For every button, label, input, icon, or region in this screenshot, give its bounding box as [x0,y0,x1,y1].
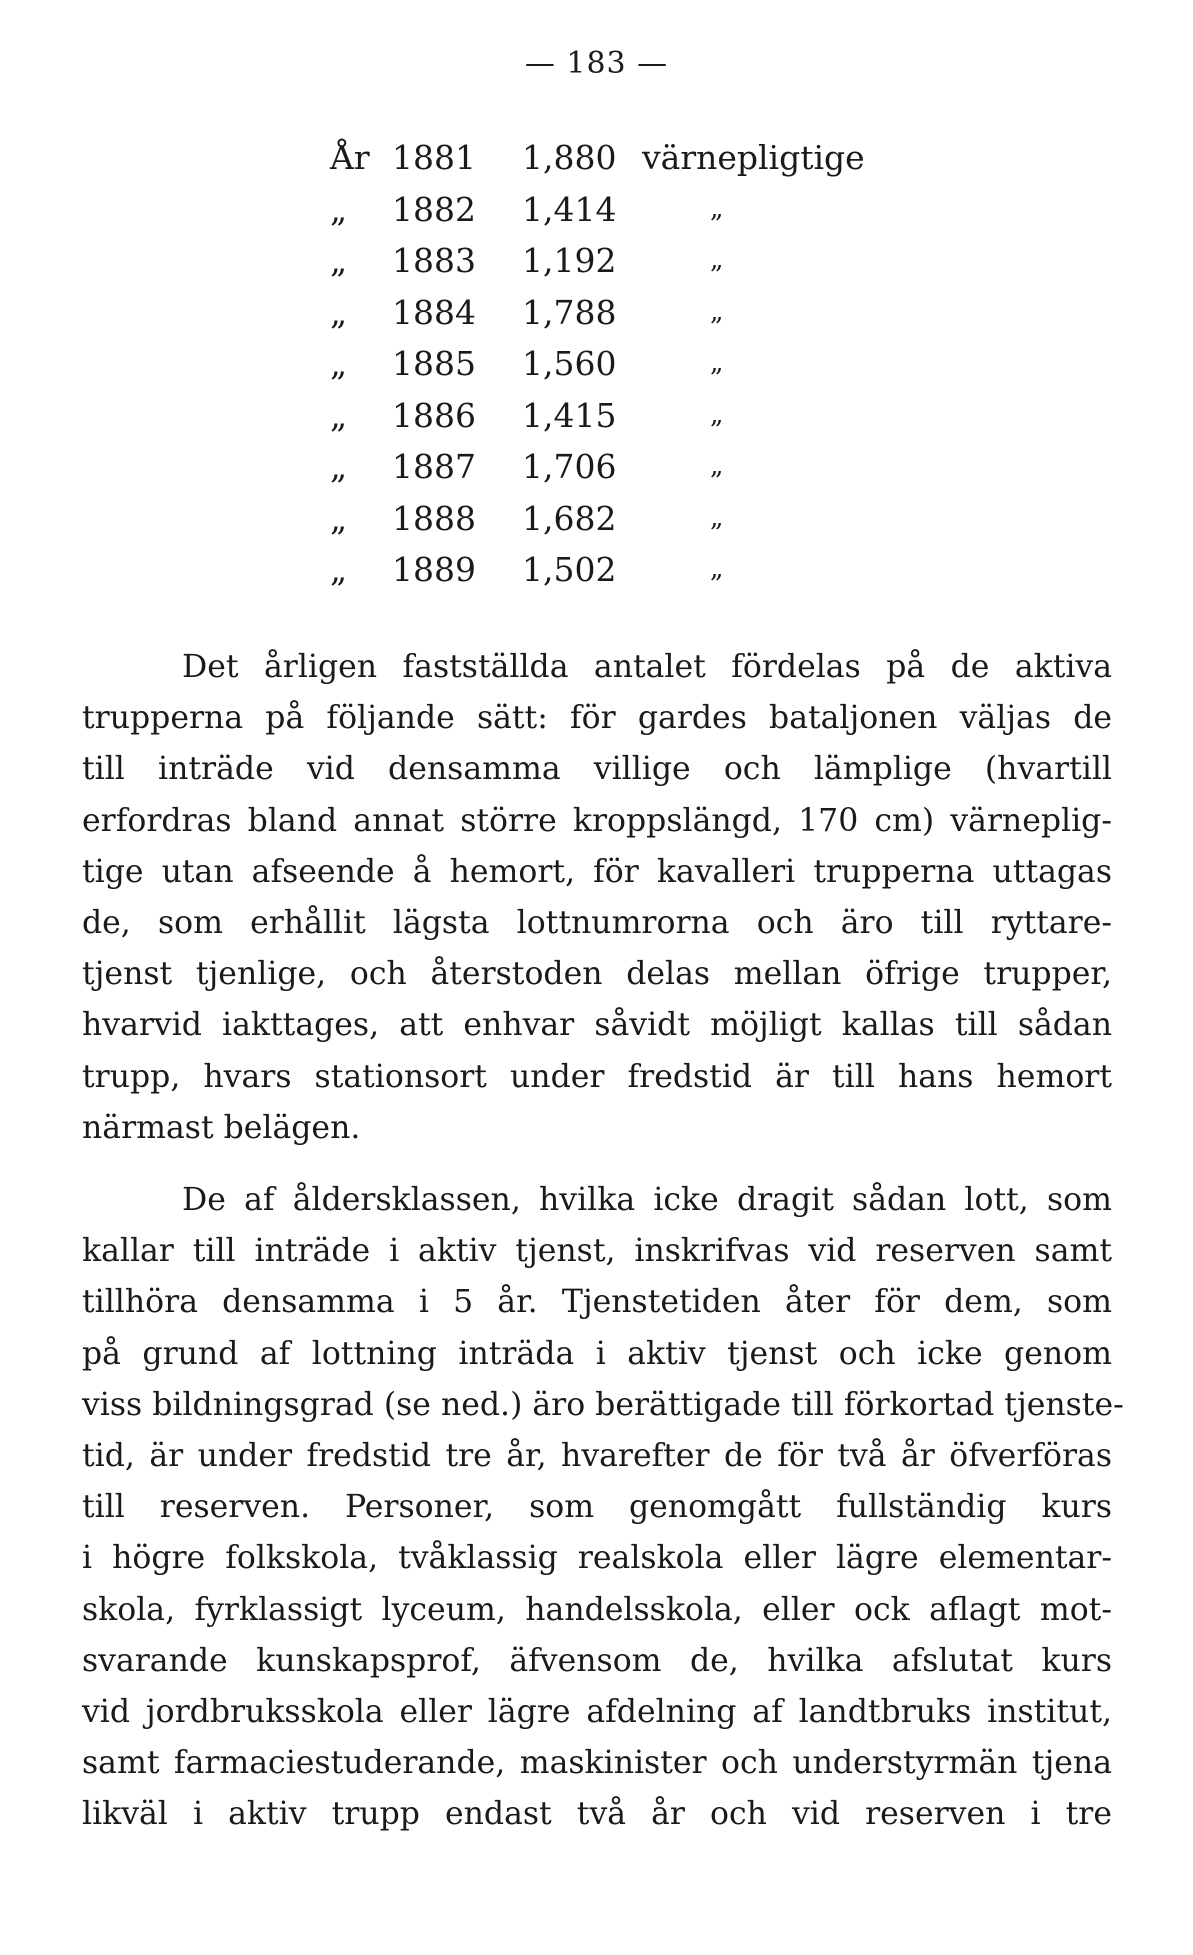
table-row [330,441,890,493]
row-year: 1884 [392,292,476,332]
text-line: till reserven. Personer, som genomgått fullständig kurs [82,1489,1112,1526]
row-prefix: „ [330,395,348,435]
row-prefix: „ [330,344,348,383]
table-row [330,132,890,184]
row-count: 1,192 [522,241,617,280]
text-line: samt farmaciestuderande, maskinister och understyrmän tjena [82,1745,1112,1782]
text-line: hvarvid iakttages, att enhvar såvidt möjligt kallas till sådan [82,1007,1112,1044]
paragraph-allocation [82,642,1112,1154]
page-number: — 183 — [524,46,669,81]
row-ditto-mark: „ [710,193,724,224]
row-ditto-mark: „ [710,399,724,430]
row-count: 1,788 [522,292,617,332]
text-line: skola, fyrklassigt lyceum, handelsskola, eller ock aflagt mot- [82,1591,1112,1628]
row-ditto-mark: „ [710,348,724,378]
table-row [330,184,890,236]
text-line: Det årligen fastställda antalet fördelas på de aktiva [182,649,1112,685]
row-prefix: År [330,138,370,177]
row-count: 1,415 [522,395,617,435]
text-line: trupp, hvars stationsort under fredstid är till hans hemort [82,1058,1112,1095]
row-ditto-mark: „ [710,245,724,275]
row-prefix: „ [330,498,348,538]
row-year: 1889 [392,550,476,589]
row-year: 1886 [392,395,476,435]
table-row [330,287,890,339]
text-line: kallar till inträde i aktiv tjenst, inskrifvas vid reserven samt [82,1233,1112,1270]
text-line: erfordras bland annat större kroppslängd, 170 cm) värneplig- [82,802,1112,839]
row-year: 1888 [392,498,476,538]
row-prefix: „ [330,189,348,229]
row-prefix: „ [330,241,348,280]
row-count: 1,560 [522,344,617,383]
table-row [330,235,890,287]
text-line: trupperna på följande sätt: för gardes bataljonen väljas de [82,700,1112,737]
row-unit: värnepligtige [642,138,865,177]
row-count: 1,414 [522,189,617,229]
text-line: de, som erhållit lägsta lottnumrorna och äro till ryttare- [82,905,1112,942]
row-ditto-mark: „ [710,554,724,584]
table-row [330,390,890,442]
row-ditto-mark: „ [710,296,724,327]
text-line: tid, är under fredstid tre år, hvarefter de för två år öfverföras [82,1438,1112,1475]
text-line: tillhöra densamma i 5 år. Tjenstetiden åter för dem, som [82,1284,1112,1321]
row-ditto-mark: „ [710,451,724,481]
table-row [330,544,890,596]
row-prefix: „ [330,550,348,589]
text-line: till inträde vid densamma villige och lämplige (hvartill [82,751,1112,788]
text-line: i högre folkskola, tvåklassig realskola eller lägre elementar- [82,1540,1112,1577]
row-count: 1,706 [522,447,617,486]
text-line: på grund af lottning inträda i aktiv tjenst och icke genom [82,1335,1112,1372]
text-line: likväl i aktiv trupp endast två år och vid reserven i tre [82,1796,1112,1833]
row-prefix: „ [330,447,348,486]
conscripts-table [330,132,890,596]
row-count: 1,502 [522,550,617,589]
text-line: tjenst tjenlige, och återstoden delas mellan öfrige trupper, [82,956,1112,993]
table-row [330,493,890,545]
text-line: tige utan afseende å hemort, för kavalleri trupperna uttagas [82,853,1112,890]
row-year: 1882 [392,189,476,229]
row-ditto-mark: „ [710,502,724,533]
text-line: svarande kunskapsprof, äfvensom de, hvilka afslutat kurs [82,1642,1112,1679]
row-year: 1881 [392,138,476,177]
row-year: 1887 [392,447,476,486]
row-year: 1883 [392,241,476,280]
row-prefix: „ [330,292,348,332]
paragraph-reserve [82,1175,1124,1841]
text-line: viss bildningsgrad (se ned.) äro berättigade till förkortad tjenste- [82,1386,1124,1423]
text-line: vid jordbruksskola eller lägre afdelning af landtbruks institut, [82,1694,1112,1731]
table-row [330,338,890,390]
row-year: 1885 [392,344,476,383]
row-count: 1,880 [522,138,617,177]
row-count: 1,682 [522,498,617,538]
text-line: De af åldersklassen, hvilka icke dragit sådan lott, som [182,1182,1112,1218]
text-line: närmast belägen. [82,1109,361,1146]
